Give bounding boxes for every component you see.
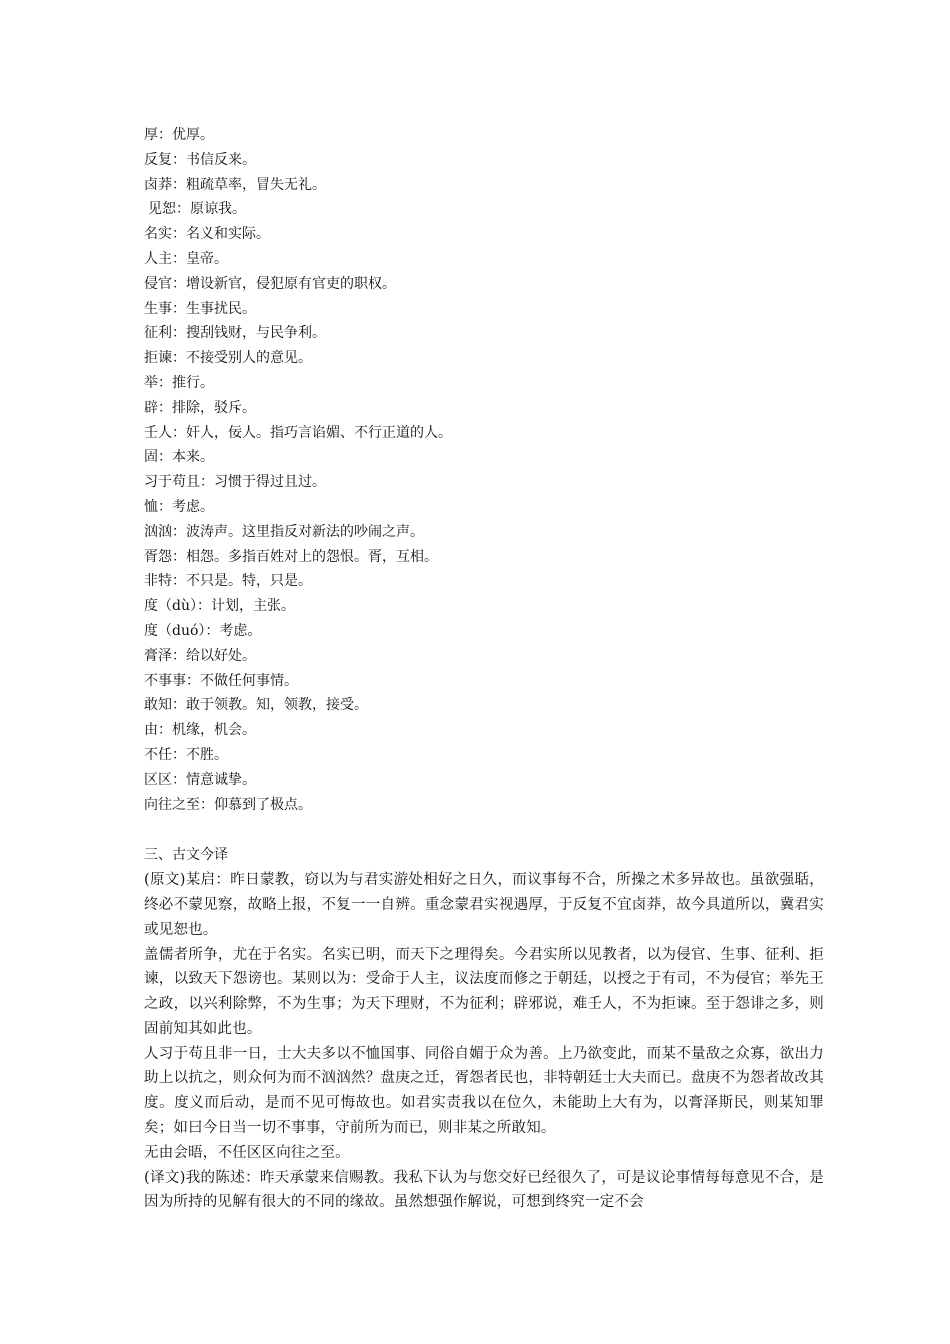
section-spacer	[144, 817, 824, 843]
glossary-item: 辟：排除，驳斥。	[144, 399, 256, 416]
glossary-item: 区区：情意诚挚。	[144, 771, 256, 788]
glossary-item: 恤：考虑。	[144, 498, 214, 515]
document-page	[144, 123, 824, 1215]
glossary-item: 非特：不只是。特，只是。	[144, 573, 312, 590]
glossary-item: 不事事：不做任何事情。	[144, 672, 298, 689]
glossary-item: 反复：书信反来。	[144, 151, 256, 168]
glossary-item: 人主：皇帝。	[144, 250, 228, 267]
original-text-paragraph: 人习于苟且非一日，士大夫多以不恤国事、同俗自媚于众为善。上乃欲变此，而某不量敌之众寡，欲出力助上以抗之，则众何为而不汹汹然？盘庚之迁，胥怨者民也，非特朝廷士大夫而已。盘庚不为怨者故改其度。度义而后动，是而不见可悔故也。如君实责我以在位久，未能助上大有为，以膏泽斯民，则某知罪矣；如曰今日当一切不事事，守前所为而已，则非某之所敢知。	[144, 1045, 824, 1137]
glossary-item: 膏泽：给以好处。	[144, 647, 256, 664]
glossary-item: 拒谏：不接受别人的意见。	[144, 350, 312, 367]
glossary-list	[144, 123, 824, 817]
glossary-item: 壬人：奸人，佞人。指巧言谄媚、不行正道的人。	[144, 424, 452, 441]
original-text-closing: 无由会晤，不任区区向往之至。	[144, 1144, 350, 1161]
glossary-item: 度（duó）：考虑。	[144, 622, 262, 639]
glossary-item: 名实：名义和实际。	[144, 226, 270, 243]
glossary-item: 固：本来。	[144, 449, 214, 466]
glossary-item: 胥怨：相怨。多指百姓对上的怨恨。胥，互相。	[144, 548, 438, 565]
glossary-item: 见恕：原谅我。	[148, 201, 246, 218]
glossary-item: 向往之至：仰慕到了极点。	[144, 796, 312, 813]
glossary-item: 卤莽：粗疏草率，冒失无礼。	[144, 176, 326, 193]
glossary-item: 不任：不胜。	[144, 746, 228, 763]
glossary-item: 习于苟且：习惯于得过且过。	[144, 474, 326, 491]
glossary-item: 征利：搜刮钱财，与民争利。	[144, 325, 326, 342]
glossary-item: 生事：生事扰民。	[144, 300, 256, 317]
glossary-item: 由：机缘，机会。	[144, 722, 256, 739]
original-text-paragraph: (原文)某启：昨日蒙教，窃以为与君实游处相好之日久，而议事每不合，所操之术多异故也。虽欲强聒，终必不蒙见察，故略上报，不复一一自辨。重念蒙君实视遇厚，于反复不宜卤莽，故今具道所以，冀君实或见恕也。	[144, 872, 824, 938]
glossary-item: 举：推行。	[144, 374, 214, 391]
glossary-item: 敢知：敢于领教。知，领教，接受。	[144, 697, 368, 714]
glossary-item: 侵官：增设新官，侵犯原有官吏的职权。	[144, 275, 396, 292]
glossary-item: 汹汹：波涛声。这里指反对新法的吵闹之声。	[144, 523, 424, 540]
glossary-item: 度（dù）：计划，主张。	[144, 598, 295, 615]
glossary-item: 厚：优厚。	[144, 127, 214, 143]
translation-paragraph: (译文)我的陈述：昨天承蒙来信赐教。我私下认为与您交好已经很久了，可是议论事情每每意见不合，是因为所持的见解有很大的不同的缘故。虽然想强作解说，可想到终究一定不会	[144, 1169, 824, 1211]
original-text-paragraph: 盖儒者所争，尤在于名实。名实已明，而天下之理得矣。今君实所以见教者，以为侵官、生事、征利、拒谏，以致天下怨谤也。某则以为：受命于人主，议法度而修之于朝廷，以授之于有司，不为侵官；举先王之政，以兴利除弊，不为生事；为天下理财，不为征利；辟邪说，难壬人，不为拒谏。至于怨诽之多，则固前知其如此也。	[144, 946, 824, 1037]
section-title: 三、古文今译	[144, 847, 228, 864]
